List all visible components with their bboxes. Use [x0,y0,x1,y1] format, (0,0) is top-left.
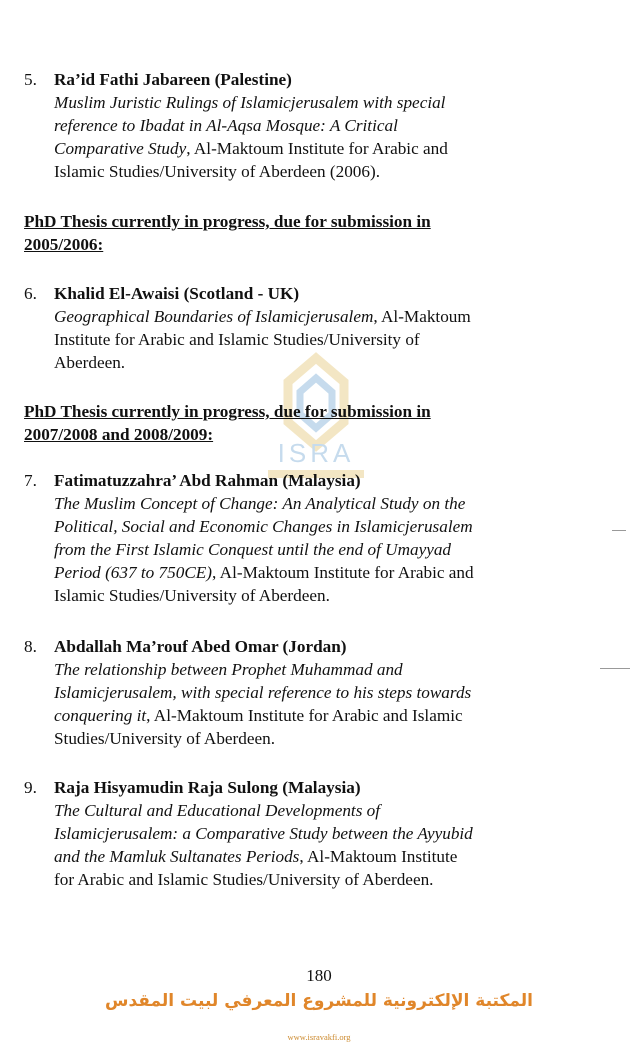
entry-number: 9. [24,778,37,797]
scan-speck [600,668,630,669]
thesis-title: Period (637 to 750CE) [54,563,213,582]
heading-line: PhD Thesis currently in progress, due for submission in [24,212,431,231]
thesis-title: reference to Ibadat in Al-Aqsa Mosque: A Critical [54,116,398,135]
heading-line: PhD Thesis currently in progress, due for submission in [24,402,431,421]
thesis-detail: Islamic Studies/University of Aberdeen (2006). [54,162,381,181]
thesis-detail: , Al-Maktoum [373,307,471,326]
thesis-title: Political, Social and Economic Changes in Islamicjerusalem [54,517,473,536]
thesis-title: Islamicjerusalem, with special reference to his steps towards [54,683,472,702]
section-heading-2005-2006 [24,210,584,256]
heading-line: 2007/2008 and 2008/2009: [24,425,214,444]
thesis-title: The Cultural and Educational Developments of [54,801,381,820]
thesis-title: conquering it [54,706,147,725]
author-name: Fatimatuzzahra’ Abd Rahman (Malaysia) [54,471,361,490]
thesis-detail: , Al-Maktoum Institute for Arabic and Islamic [146,706,463,725]
entry-description [54,799,574,891]
arabic-library-footer: المكتبة الإلكترونية للمشروع المعرفي لبيت المقدس [104,991,533,1011]
entry-number: 5. [24,70,37,89]
page-number: 180 [306,966,332,985]
thesis-detail: Aberdeen. [54,353,126,372]
scan-speck [612,530,626,531]
thesis-title: Comparative Study [54,139,187,158]
entry-number: 8. [24,637,37,656]
thesis-title: Geographical Boundaries of Islamicjerusalem [54,307,374,326]
author-name: Raja Hisyamudin Raja Sulong (Malaysia) [54,778,361,797]
thesis-title: Islamicjerusalem: a Comparative Study between the Ayyubid [54,824,473,843]
thesis-detail: Islamic Studies/University of Aberdeen. [54,586,330,605]
thesis-detail: , Al-Maktoum Institute [299,847,458,866]
entry-description [54,305,574,374]
thesis-title: Muslim Juristic Rulings of Islamicjerusalem with special [54,93,446,112]
author-name: Abdallah Ma’rouf Abed Omar (Jordan) [54,637,347,656]
thesis-detail: , Al-Maktoum Institute for Arabic and [186,139,448,158]
thesis-title: and the Mamluk Sultanates Periods [54,847,300,866]
section-heading-2007-2009 [24,400,584,446]
watermark-text: ISRA [277,438,355,468]
thesis-detail: Studies/University of Aberdeen. [54,729,276,748]
thesis-detail: for Arabic and Islamic Studies/University of Aberdeen. [54,870,434,889]
entry-description [54,658,574,750]
thesis-title: The relationship between Prophet Muhammad and [54,660,403,679]
thesis-title: The Muslim Concept of Change: An Analytical Study on the [54,494,466,513]
entry-number: 7. [24,471,37,490]
entry-number: 6. [24,284,37,303]
heading-line: 2005/2006: [24,235,104,254]
thesis-detail: , Al-Maktoum Institute for Arabic and [212,563,474,582]
author-name: Ra’id Fathi Jabareen (Palestine) [54,70,292,89]
footer-url: www.isravakfi.org [287,1032,351,1042]
entry-description [54,492,574,607]
thesis-title: from the First Islamic Conquest until the end of Umayyad [54,540,452,559]
entry-description [54,91,574,183]
author-name: Khalid El-Awaisi (Scotland - UK) [54,284,300,303]
thesis-detail: Institute for Arabic and Islamic Studies/University of [54,330,420,349]
